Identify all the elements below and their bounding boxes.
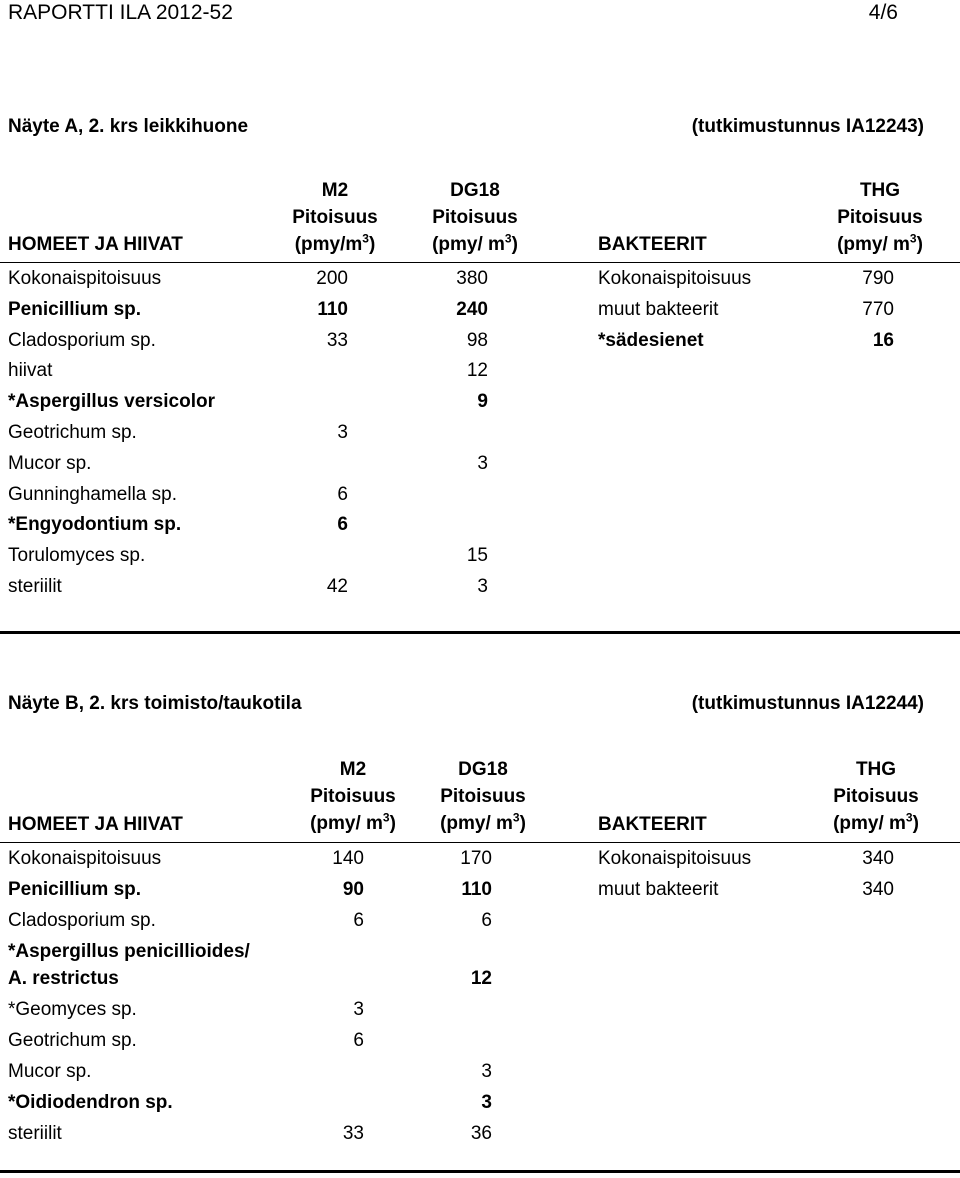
section-b-title: Näyte B, 2. krs toimisto/taukotila [8,693,302,714]
section-a-fungi-header: HOMEET JA HIIVAT [8,234,183,255]
section-a-study-id: (tutkimustunnus IA12243) [691,116,924,137]
fungi-row-dg18-value: 98 [466,329,488,351]
fungi-row-m2-value: 3 [353,999,364,1020]
section-a-dg18-header: DG18 Pitoisuus (pmy/ $m^3$) [432,180,518,255]
section-a-m2-header: M2 Pitoisuus $(pmy/m^3)$ [292,180,378,255]
fungi-row-dg18-value: 3 [481,1092,492,1113]
fungi-row-m2-value: 42 [326,576,348,597]
section-b-dg18-header: DG18 Pitoisuus (pmy/ $m^3$) [440,759,526,834]
fungi-row-dg18-value: 36 [470,1123,492,1144]
fungi-row-m2-value: 33 [342,1123,364,1144]
fungi-row-m2-value: 33 [326,329,348,351]
bacteria-row-name: muut bakteerit [598,879,719,900]
fungi-row-name: *Oidiodendron sp. [8,1092,173,1113]
fungi-row-name: steriilit [8,1123,62,1144]
fungi-row-name: Penicillium sp. [8,298,142,320]
fungi-row-dg18-value: 6 [481,910,492,931]
fungi-row-dg18-value: 110 [461,879,492,900]
fungi-row-dg18-value: 12 [466,360,488,382]
section-b-m2-header: M2 Pitoisuus (pmy/ $m^3$) [310,759,396,834]
section-b-thg-header: THG Pitoisuus (pmy/ $m^3$) [833,759,919,834]
fungi-row-dg18-value: 3 [477,452,488,474]
bacteria-row-thg-value: 340 [862,879,894,900]
fungi-row-dg18-value: 15 [466,545,488,567]
fungi-row-dg18-value: 170 [460,848,492,869]
fungi-row-name: Penicillium sp. [8,879,142,900]
fungi-row-name: *Geomyces sp. [8,999,137,1020]
fungi-row-name: Gunninghamella sp. [8,483,177,505]
fungi-row-name: steriilit [8,576,62,597]
fungi-row-name: Torulomyces sp. [8,545,146,567]
fungi-row-m2-value: 90 [342,879,364,900]
fungi-row-m2-value: 6 [353,1030,364,1051]
fungi-row-name: Kokonaispitoisuus [8,268,162,289]
bacteria-row-thg-value: 790 [862,268,894,289]
section-a-header-rule [0,262,960,263]
section-b-study-id: (tutkimustunnus IA12244) [691,693,924,714]
fungi-row-m2-value: 6 [353,910,364,931]
fungi-row-name: A. restrictus [8,968,119,989]
section-b-bacteria-header: BAKTEERIT [598,814,707,835]
fungi-row-m2-value: 200 [316,268,348,289]
fungi-row-name: hiivat [8,360,53,382]
bacteria-row-name: Kokonaispitoisuus [598,268,752,289]
fungi-row-name: Cladosporium sp. [8,329,156,351]
fungi-row-name: *Aspergillus versicolor [8,391,215,413]
fungi-row-name: Cladosporium sp. [8,910,156,931]
bacteria-row-name: muut bakteerit [598,298,719,320]
section-b-header-rule [0,842,960,843]
bacteria-row-thg-value: 16 [872,329,894,351]
bacteria-row-name: *sädesienet [598,329,704,351]
bacteria-row-thg-value: 770 [862,298,894,320]
fungi-row-dg18-value: 9 [477,391,488,413]
fungi-row-name: Mucor sp. [8,452,92,474]
section-a-title: Näyte A, 2. krs leikkihuone [8,116,249,137]
fungi-row-name: Mucor sp. [8,1061,92,1082]
fungi-row-m2-value: 6 [337,514,348,536]
section-a-bottom-rule [0,631,960,634]
fungi-row-m2-value: 6 [337,483,348,505]
fungi-row-dg18-value: 380 [456,268,488,289]
fungi-row-name: *Aspergillus penicillioides/ [8,941,250,962]
bacteria-row-name: Kokonaispitoisuus [598,848,752,869]
fungi-row-name: *Engyodontium sp. [8,514,182,536]
fungi-row-dg18-value: 3 [481,1061,492,1082]
page-number: 4/6 [868,1,898,24]
bacteria-row-thg-value: 340 [862,848,894,869]
fungi-row-name: Geotrichum sp. [8,422,137,443]
section-a-thg-header: THG Pitoisuus (pmy/ $m^3$) [837,180,923,255]
fungi-row-m2-value: 110 [317,298,348,320]
fungi-row-dg18-value: 3 [477,576,488,597]
fungi-row-dg18-value: 12 [470,968,492,989]
fungi-row-name: Kokonaispitoisuus [8,848,162,869]
section-b-bottom-rule [0,1170,960,1173]
report-title: RAPORTTI ILA 2012-52 [8,1,233,24]
section-b-fungi-header: HOMEET JA HIIVAT [8,814,183,835]
section-a-bacteria-header: BAKTEERIT [598,234,707,255]
fungi-row-name: Geotrichum sp. [8,1030,137,1051]
fungi-row-m2-value: 140 [332,848,364,869]
fungi-row-m2-value: 3 [337,422,348,443]
fungi-row-dg18-value: 240 [456,298,488,320]
